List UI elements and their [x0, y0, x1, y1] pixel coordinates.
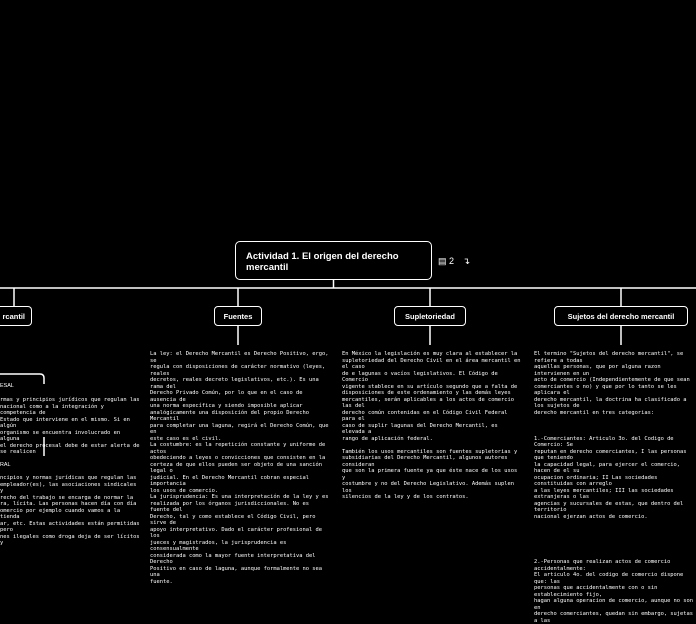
branch-label-sujetos: Sujetos del derecho mercantil — [567, 311, 675, 321]
branch-label-supletoriedad: Supletoriedad — [404, 311, 455, 321]
supletoriedad-text: En México la legislación es muy clara al establecer la supletoriedad del Derecho Civil en el área mercantil en el caso de e lagunas o vacíos legislativos. El Código de Comercio vigente stablece en su artículo segundo que a falta de disposiciones de este ordenamiento y las demás leyes mercantiles, serán aplicables a los actos de comercio las del derecho común contenidas en el Código Civil Federal para el caso de suplir lagunas del Derecho Mercantil, es elevada a rango de aplicación federal. También los usos mercantiles son fuentes supletorias y subsidiarias del Derecho Mercantil, algunos autores consideran que son la primera fuente ya que éste nace de los usos y costumbre y no del Derecho Legislativo. Además suplen los silencios de la ley y de los contratos. — [342, 351, 521, 500]
fuentes-text: La ley: el Derecho Mercantil es Derecho Positivo, ergo, se regula con disposiciones de carácter normativo (leyes, reales decretos, reales decreto legislativos, etc.). Es una rama del Derecho Privado Común, por lo que en el caso de ausencia de una norma específica y siendo imposible aplicar analógicamente una disposición del propio Derecho Mercantil para completar una laguna, regirá el Derecho Común, que en este caso es el civil. La costumbre: es la repetición constante y uniforme de actos obedeciendo a leyes o convicciones que consisten en la certeza de que ellos pueden ser objeto de una sanción legal o judicial. En el Derecho Mercantil cobran especial importancia los usos de comercio. La jurisprudencia: Es una interpretación de la ley y es realizada por los órganos jurisdiccionales. No es fuente del Derecho, tal y como establece el Código Civil, pero sirve de apoyo interpretativo. Dado el carácter profesional de los jueces y magistrados, la jurisprudencia es consensualmente considerada como la mayor fuente interpretativa del Derecho Positivo en caso de laguna, aunque formalmente no sea una fuente. — [150, 351, 329, 585]
central-topic[interactable] — [235, 241, 432, 280]
left-subtopic-a-label: ESAL — [0, 383, 14, 389]
branch-node-left[interactable] — [0, 306, 32, 326]
central-topic-title: Actividad 1. El origen del derecho mercantil — [246, 251, 399, 273]
branch-node-sujetos[interactable] — [554, 306, 688, 326]
left-subtopic-b-text: ncipios y normas jurídicas que regulan las empleador(es), las asociaciones sindicales y recho del trabajo se encarga de normar la ra, lícita. Las personas hacen día con día omercio por ejemplo cuando vamos a la tienda ar, etc. Estas actividades están permitidas pero nes ilegales como droga deja de ser lícitos y — [0, 475, 140, 546]
left-subtopic-a-text: rmas y principios jurídicos que regulan las nacional como a la integración y competencia de Estado que interviene en el mismo. Si en algún organismo se encuentra involucrado en alguna el derecho procesal debe de estar alerta de se realicen — [0, 397, 140, 455]
link-icon[interactable]: ↴ — [462, 256, 471, 266]
branch-node-supletoriedad[interactable] — [394, 306, 466, 326]
branch-label-fuentes: Fuentes — [223, 311, 253, 321]
notes-count: 2 — [449, 256, 455, 266]
notes-icon[interactable]: ▤ — [438, 256, 447, 266]
sujetos-text: El termino "Sujetos del derecho mercantil", se refiere a todas aquellas personas, que por alguna razon intervienen en un acto de comercio (Independientemente de que sean comerciantes o no) y que por lo tanto se les aplicara el derecho mercantil, la doctrina ha clasificado a los sujetos de derecho mercantil en tres categorias: 1.-Comerciantes: Articulo 3o. del Codigo de Comercio: Se reputan en derecho comerciantes, I las personas que teniendo la capacidad legal, para ejercer el comercio, hacen de el su ocupacion ordinaria; II Las sociedades constituidas con arreglo a las leyes mercantiles; III las sociedades extranjeras o las agencias y sucursales de estas, que dentro del territorio nacional ejerzan actos de comercio. 2.-Personas que realizan actos de comercio accidentalmente: El articulo 4o. del codigo de comercio dispone que: las personas que accidentalmente con o sin establecimiento fijo, hagan alguna operacion de comercio, aunque no son en derecho comerciantes, quedan sin embargo, sujetas a las — [534, 351, 694, 624]
topic-icons — [438, 256, 470, 267]
branch-node-fuentes[interactable] — [214, 306, 262, 326]
left-subtopic-b-label: RAL — [0, 462, 11, 468]
branch-label-left: rcantil — [2, 311, 25, 321]
